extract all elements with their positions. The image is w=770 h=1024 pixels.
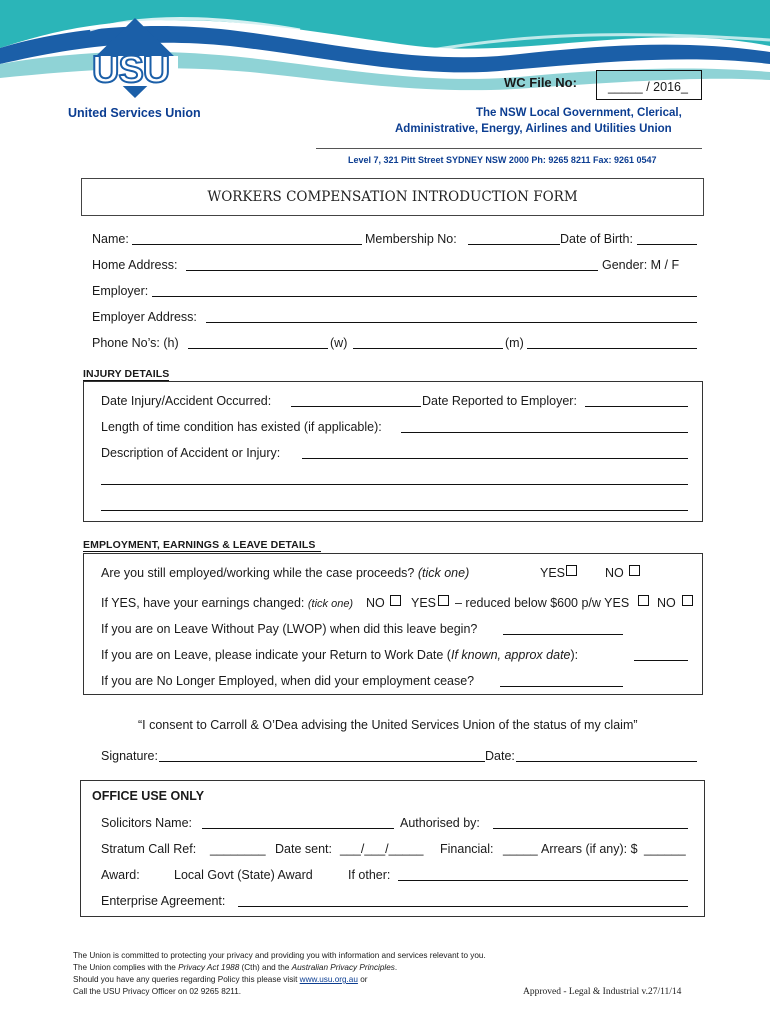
footer-line2-b: (Cth) and the [239, 963, 292, 972]
employment-heading: EMPLOYMENT, EARNINGS & LEAVE DETAILS [83, 539, 316, 551]
footer-line3 [73, 974, 367, 986]
wc-file-label: WC File No: [504, 75, 577, 90]
union-desc-line2: Administrative, Energy, Airlines and Utilities Union [395, 123, 672, 135]
footer-line4: Call the USU Privacy Officer on 02 9265 8211. [73, 987, 242, 996]
union-desc-line1: The NSW Local Government, Clerical, [476, 107, 682, 119]
q3-label: If you are on Leave Without Pay (LWOP) when did this leave begin? [101, 622, 478, 636]
name-label: Name: [92, 232, 129, 246]
q4-hint: If known, approx date [450, 648, 571, 662]
authorised-field[interactable] [493, 828, 688, 829]
financial-label: Financial: [440, 842, 494, 856]
q2-hint: (tick one) [307, 598, 354, 610]
length-field[interactable] [401, 432, 688, 433]
footer-privacy-act: Privacy Act 1988 [178, 963, 240, 972]
home-address-label: Home Address: [92, 258, 178, 272]
q2-no2-label: NO [657, 596, 676, 610]
award-value: Local Govt (State) Award [174, 868, 313, 882]
date-occurred-field[interactable] [291, 406, 421, 407]
q2-text [101, 596, 353, 612]
phone-mobile-label: (m) [505, 336, 524, 350]
union-address: Level 7, 321 Pitt Street SYDNEY NSW 2000 Ph: 9265 8211 Fax: 9261 0547 [348, 155, 657, 165]
q4-label-a: If you are on Leave, please indicate your Return to Work Date ( [101, 648, 451, 662]
q2-label: If YES, have your earnings changed: [101, 596, 308, 610]
membership-field[interactable] [468, 244, 560, 245]
date-reported-field[interactable] [585, 406, 688, 407]
if-other-label: If other: [348, 868, 391, 882]
footer-line3-a: Should you have any queries regarding Policy this please visit [73, 975, 300, 984]
q5-field[interactable] [500, 686, 623, 687]
stratum-field[interactable]: ________ [210, 842, 266, 856]
arrears-label: Arrears (if any): $ [541, 842, 638, 856]
footer-line2-c: . [394, 963, 398, 972]
q1-text [101, 566, 469, 581]
solicitors-label: Solicitors Name: [101, 816, 192, 830]
q1-no-checkbox[interactable] [629, 565, 640, 576]
q1-hint: (tick one) [417, 566, 470, 580]
footer-line3-b: or [357, 975, 368, 984]
header-divider [316, 148, 702, 149]
solicitors-field[interactable] [202, 828, 394, 829]
length-label: Length of time condition has existed (if applicable): [101, 420, 382, 434]
description-field-3[interactable] [101, 510, 688, 511]
employment-heading-underline [83, 551, 321, 552]
logo-text: USU [92, 49, 170, 91]
form-title: WORKERS COMPENSATION INTRODUCTION FORM [207, 189, 578, 205]
signature-label: Signature: [101, 749, 158, 763]
description-label: Description of Accident or Injury: [101, 446, 281, 460]
arrears-field[interactable]: ______ [644, 842, 686, 856]
footer-privacy-principles: Australian Privacy Principles [291, 963, 395, 972]
q1-label: Are you still employed/working while the case proceeds? [101, 566, 418, 580]
approved-note: Approved - Legal & Industrial v.27/11/14 [523, 987, 682, 997]
dob-field[interactable] [637, 244, 697, 245]
q1-yes-checkbox[interactable] [566, 565, 577, 576]
q2-yes-checkbox[interactable] [438, 595, 449, 606]
enterprise-label: Enterprise Agreement: [101, 894, 226, 908]
q5-label: If you are No Longer Employed, when did your employment cease? [101, 674, 475, 688]
phone-home-field[interactable] [188, 348, 328, 349]
financial-field[interactable]: _____ [503, 842, 538, 856]
employer-address-field[interactable] [206, 322, 697, 323]
q3-field[interactable] [503, 634, 623, 635]
q1-no-label: NO [605, 566, 624, 580]
dob-label: Date of Birth: [560, 232, 633, 246]
if-other-field[interactable] [398, 880, 688, 881]
date-occurred-label: Date Injury/Accident Occurred: [101, 394, 272, 408]
phone-work-field[interactable] [353, 348, 503, 349]
employer-field[interactable] [152, 296, 697, 297]
q4-field[interactable] [634, 660, 688, 661]
consent-text: “I consent to Carroll & O’Dea advising the United Services Union of the status of my claim” [138, 718, 638, 732]
wc-file-value[interactable]: _____ / 2016_ [608, 80, 688, 94]
stratum-label: Stratum Call Ref: [101, 842, 197, 856]
date-reported-label: Date Reported to Employer: [422, 394, 577, 408]
employer-label: Employer: [92, 284, 149, 298]
q2-no-label: NO [366, 596, 385, 610]
consent-date-field[interactable] [516, 761, 697, 762]
q2-no-checkbox[interactable] [390, 595, 401, 606]
q4-text [101, 648, 578, 663]
consent-date-label: Date: [485, 749, 515, 763]
membership-label: Membership No: [365, 232, 457, 246]
description-field-2[interactable] [101, 484, 688, 485]
footer-line2 [73, 962, 397, 974]
date-sent-field[interactable]: ___/___/_____ [340, 842, 424, 856]
authorised-label: Authorised by: [400, 816, 480, 830]
footer-website-link[interactable]: www.usu.org.au [299, 975, 358, 984]
phone-label: Phone No’s: (h) [92, 336, 179, 350]
office-use-heading: OFFICE USE ONLY [92, 789, 205, 803]
footer-line1: The Union is committed to protecting your privacy and providing you with information and services relevant to you. [73, 951, 486, 960]
q4-label-b: ): [570, 648, 579, 662]
injury-heading: INJURY DETAILS [83, 368, 170, 380]
award-label: Award: [101, 868, 140, 882]
phone-mobile-field[interactable] [527, 348, 697, 349]
gender-label[interactable]: Gender: M / F [602, 258, 680, 272]
home-address-field[interactable] [186, 270, 598, 271]
q2-reduced-no-checkbox[interactable] [682, 595, 693, 606]
q2-yes-label: YES [411, 596, 437, 610]
phone-work-label: (w) [330, 336, 348, 350]
footer-line2-a: The Union complies with the [73, 963, 179, 972]
enterprise-field[interactable] [238, 906, 688, 907]
q2-reduced-yes-checkbox[interactable] [638, 595, 649, 606]
employer-address-label: Employer Address: [92, 310, 197, 324]
q1-yes-label: YES [540, 566, 566, 580]
name-field[interactable] [132, 244, 362, 245]
q2-reduced-label: – reduced below $600 p/w YES [455, 596, 630, 610]
union-name: United Services Union [68, 106, 201, 120]
signature-field[interactable] [159, 761, 485, 762]
date-sent-label: Date sent: [275, 842, 332, 856]
description-field-1[interactable] [302, 458, 688, 459]
